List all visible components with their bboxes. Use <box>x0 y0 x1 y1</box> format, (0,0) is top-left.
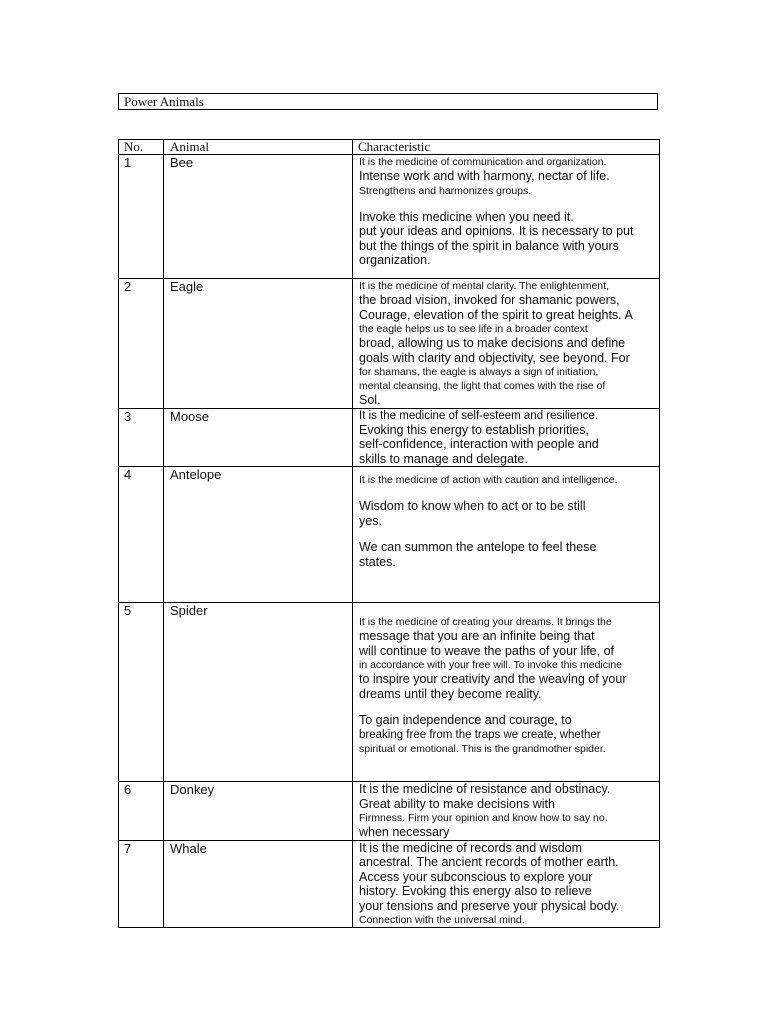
animal-name: Moose <box>164 408 353 467</box>
table-row-donkey <box>119 782 660 841</box>
characteristic-line: Wisdom to know when to act or to be still <box>359 499 586 513</box>
animal-name: Eagle <box>164 279 353 409</box>
table-row-eagle <box>119 279 660 409</box>
characteristic-cell <box>353 408 660 467</box>
characteristic-line: to inspire your creativity and the weaving of your <box>359 672 627 686</box>
characteristic-line: message that you are an infinite being that <box>359 629 595 643</box>
animal-name: Spider <box>164 603 353 782</box>
animal-name: Bee <box>164 155 353 279</box>
table-row-whale <box>119 840 660 928</box>
characteristic-line: Connection with the universal mind. <box>359 914 525 926</box>
header-characteristic: Characteristic <box>353 140 660 155</box>
characteristic-line: Invoke this medicine when you need it. <box>359 209 574 224</box>
animal-name: Whale <box>164 840 353 928</box>
table-header-row <box>119 140 660 155</box>
characteristic-line: It is the medicine of records and wisdom <box>359 840 583 855</box>
characteristic-line: your tensions and preserve your physical body. <box>359 898 620 913</box>
characteristic-line: Sol. <box>359 393 381 407</box>
characteristic-cell <box>353 840 660 928</box>
characteristic-cell <box>353 782 660 841</box>
row-number: 2 <box>119 279 164 409</box>
characteristic-cell <box>353 603 660 782</box>
characteristic-line: dreams until they become reality. <box>359 686 542 701</box>
characteristic-line: the broad vision, invoked for shamanic powers, <box>359 293 620 307</box>
header-no: No. <box>119 140 164 155</box>
characteristic-line: It is the medicine of action with caution and intelligence. <box>359 474 618 486</box>
characteristic-line: We can summon the antelope to feel these <box>359 540 597 554</box>
characteristic-line: It is the medicine of mental clarity. The enlightenment, <box>359 280 609 292</box>
characteristic-line: It is the medicine of communication and organization. <box>359 156 607 168</box>
table-row-bee <box>119 155 660 279</box>
characteristic-line: put your ideas and opinions. It is necessary to put <box>359 224 634 238</box>
characteristic-line: Courage, elevation of the spirit to great heights. A <box>359 307 633 322</box>
characteristic-line: self-confidence, interaction with people and <box>359 437 599 451</box>
characteristic-line: mental cleansing, the light that comes with the rise of <box>359 380 606 392</box>
characteristic-line: Intense work and with harmony, nectar of life. <box>359 169 610 183</box>
characteristic-line: To gain independence and courage, to <box>359 713 572 727</box>
characteristic-line: ancestral. The ancient records of mother earth. <box>359 855 619 869</box>
characteristic-line: the eagle helps us to see life in a broader context <box>359 323 588 335</box>
characteristic-line: Strengthens and harmonizes groups. <box>359 184 532 197</box>
characteristic-line: for shamans, the eagle is always a sign of initiation, <box>359 366 599 378</box>
characteristic-cell <box>353 467 660 603</box>
characteristic-line: history. Evoking this energy also to relieve <box>359 884 592 898</box>
characteristic-line: when necessary <box>359 825 450 839</box>
characteristic-line: goals with clarity and objectivity, see beyond. For <box>359 350 630 365</box>
characteristic-line: Evoking this energy to establish priorities, <box>359 422 589 437</box>
characteristic-line: breaking free from the traps we create, whether <box>359 728 601 741</box>
row-number: 4 <box>119 467 164 603</box>
characteristic-line: but the things of the spirit in balance with yours <box>359 238 619 253</box>
row-number: 6 <box>119 782 164 841</box>
characteristic-line: skills to manage and delegate. <box>359 451 528 466</box>
characteristic-line: in accordance with your free will. To invoke this medicine <box>359 659 623 671</box>
characteristic-line: Access your subconscious to explore your <box>359 869 593 884</box>
document-title: Power Animals <box>118 93 658 110</box>
row-number: 5 <box>119 603 164 782</box>
characteristic-line: organization. <box>359 253 431 267</box>
characteristic-line: states. <box>359 554 396 569</box>
row-number: 3 <box>119 408 164 467</box>
power-animals-table <box>118 139 660 928</box>
characteristic-line: It is the medicine of resistance and obstinacy. <box>359 782 611 796</box>
table-row-antelope <box>119 467 660 603</box>
animal-name: Antelope <box>164 467 353 603</box>
characteristic-line: broad, allowing us to make decisions and define <box>359 336 626 350</box>
characteristic-line: spiritual or emotional. This is the grandmother spider. <box>359 743 606 755</box>
characteristic-line: Firmness. Firm your opinion and know how to say no. <box>359 812 608 824</box>
characteristic-line: It is the medicine of creating your dreams. It brings the <box>359 616 612 628</box>
characteristic-line: will continue to weave the paths of your life, of <box>359 643 615 658</box>
characteristic-cell <box>353 155 660 279</box>
table-row-moose <box>119 408 660 467</box>
characteristic-line: It is the medicine of self-esteem and resilience. <box>359 409 599 422</box>
header-animal: Animal <box>164 140 353 155</box>
animal-name: Donkey <box>164 782 353 841</box>
table-row-spider <box>119 603 660 782</box>
characteristic-line: yes. <box>359 513 382 528</box>
characteristic-cell <box>353 279 660 409</box>
row-number: 1 <box>119 155 164 279</box>
characteristic-line: Great ability to make decisions with <box>359 796 555 811</box>
row-number: 7 <box>119 840 164 928</box>
